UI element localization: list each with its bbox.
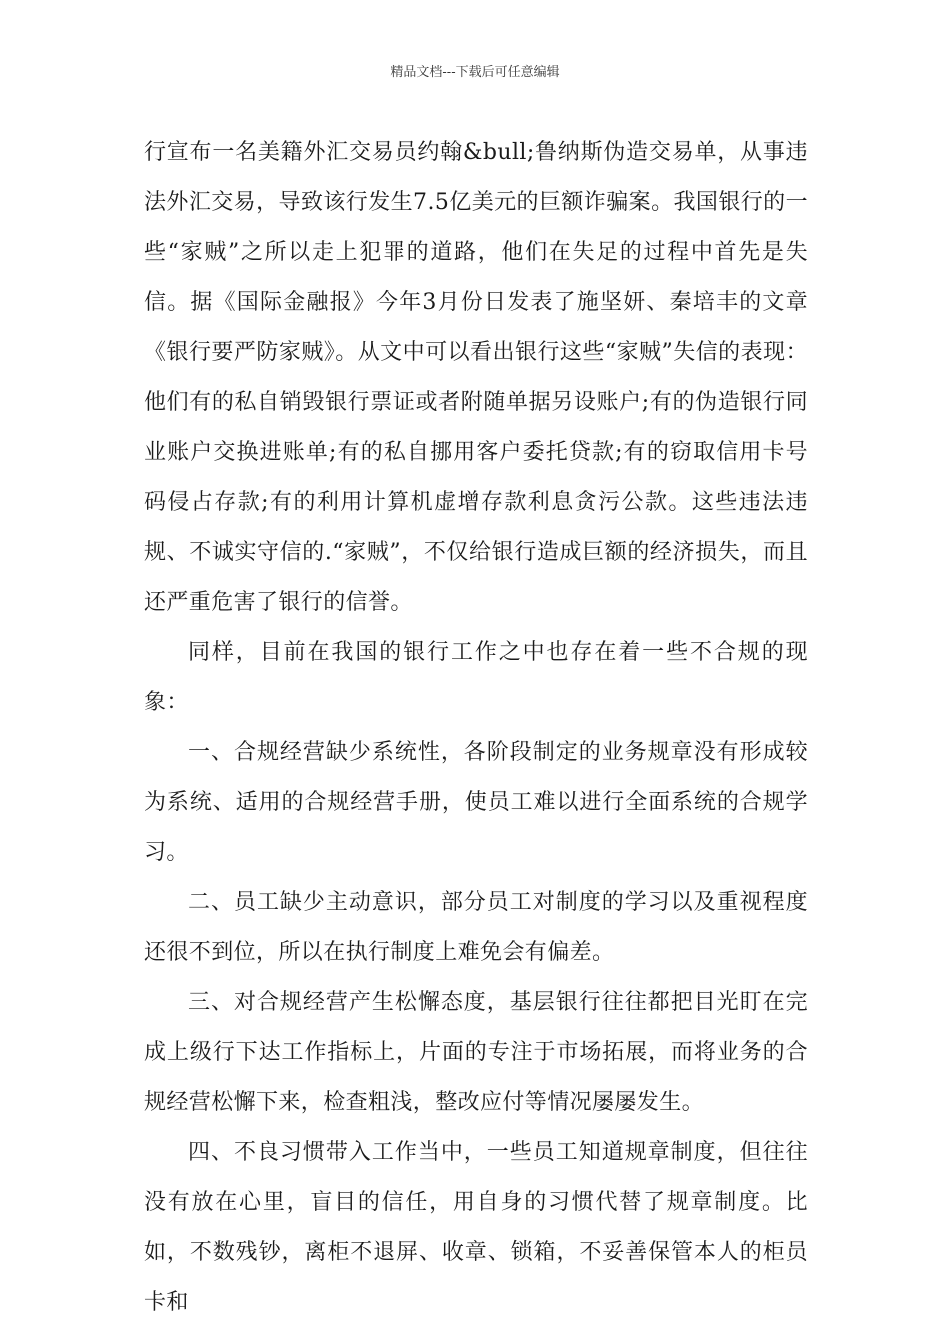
- paragraph-bank-fraud-cases: 行宣布一名美籍外汇交易员约翰&bull;鲁纳斯伪造交易单，从事违法外汇交易，导致该行发生7.5亿美元的巨额诈骗案。我国银行的一些“家贼”之所以走上犯罪的道路，他们在失足的过程中首先是失信。据《国际金融报》今年3月份日发表了施坚妍、秦培丰的文章《银行要严防家贼》。从文中可以看出银行这些“家贼”失信的表现：他们有的私自销毁银行票证或者附随单据另设账户;有的伪造银行同业账户交换进账单;有的私自挪用客户委托贷款;有的窃取信用卡号码侵占存款;有的利用计算机虚增存款利息贪污公款。这些违法违规、不诚实守信的.“家贼”，不仅给银行造成巨额的经济损失，而且还严重危害了银行的信誉。: [144, 140, 808, 615]
- page-header: 精品文档---下载后可任意编辑: [390, 65, 560, 80]
- paragraph-point-three: 三、对合规经营产生松懈态度，基层银行往往都把目光盯在完成上级行下达工作指标上，片面的专注于市场拓展，而将业务的合规经营松懈下来，检查粗浅，整改应付等情况屡屡发生。: [144, 990, 808, 1115]
- paragraph-point-four: 四、不良习惯带入工作当中，一些员工知道规章制度，但往往没有放在心里，盲目的信任，用自身的习惯代替了规章制度。比如，不数残钞，离柜不退屏、收章、锁箱，不妥善保管本人的柜员卡和: [144, 1140, 808, 1315]
- document-body: [144, 128, 808, 1328]
- paragraph-point-one: 一、合规经营缺少系统性，各阶段制定的业务规章没有形成较为系统、适用的合规经营手册，使员工难以进行全面系统的合规学习。: [144, 740, 808, 865]
- paragraph-noncompliance-intro: 同样，目前在我国的银行工作之中也存在着一些不合规的现象：: [144, 640, 808, 715]
- paragraph-point-two: 二、员工缺少主动意识，部分员工对制度的学习以及重视程度还很不到位，所以在执行制度上难免会有偏差。: [144, 890, 808, 965]
